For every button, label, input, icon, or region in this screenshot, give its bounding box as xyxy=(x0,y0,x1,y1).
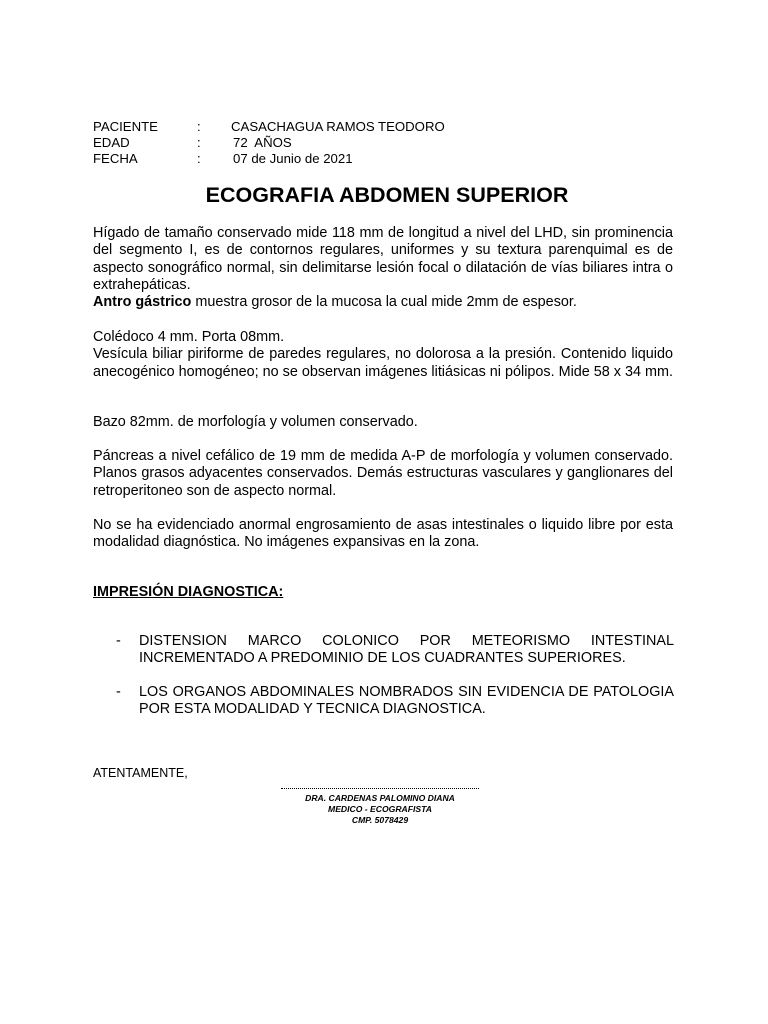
age-label: EDAD xyxy=(93,135,130,150)
signature-name: DRA. CARDENAS PALOMINO DIANA xyxy=(305,793,455,803)
report-title: ECOGRAFIA ABDOMEN SUPERIOR xyxy=(205,183,569,207)
signature-role: MEDICO - ECOGRAFISTA xyxy=(328,804,432,814)
age-value: 72 AÑOS xyxy=(233,135,292,150)
date-label: FECHA xyxy=(93,151,138,166)
impression-text: DISTENSION MARCO COLONICO POR METEORISMO INTESTINAL INCREMENTADO A PREDOMINIO DE LOS CUADRANTES SUPERIORES. xyxy=(139,633,674,667)
finding-antrum xyxy=(93,294,673,311)
impression-heading: IMPRESIÓN DIAGNOSTICA: xyxy=(93,584,284,600)
signature-block xyxy=(270,782,490,826)
patient-colon: : xyxy=(197,119,201,134)
finding-choledochus: Colédoco 4 mm. Porta 08mm. xyxy=(93,329,285,345)
age-colon: : xyxy=(197,135,201,150)
finding-gallbladder: Vesícula biliar piriforme de paredes regulares, no dolorosa a la presión. Contenido liquido anecogénico homogéneo; no se observan imágenes litiásicas ni pólipos. Mide 58 x 34 mm. xyxy=(93,346,673,380)
date-value: 07 de Junio de 2021 xyxy=(233,151,353,166)
impression-item xyxy=(93,633,674,668)
bullet-dash: - xyxy=(116,683,121,700)
patient-header xyxy=(93,119,445,167)
finding-bile-paragraph xyxy=(93,329,673,381)
finding-liver-paragraph xyxy=(93,225,673,311)
bullet-dash: - xyxy=(116,633,121,649)
signature-line xyxy=(281,782,479,789)
impression-item xyxy=(93,684,674,719)
impression-list xyxy=(93,633,674,734)
finding-pancreas: Páncreas a nivel cefálico de 19 mm de medida A-P de morfología y volumen conservado. Planos grasos adyacentes conservados. Demás estructuras vasculares y ganglionares del retroperitoneo son de aspecto normal. xyxy=(93,448,673,499)
impression-text: LOS ORGANOS ABDOMINALES NOMBRADOS SIN EVIDENCIA DE PATOLOGIA POR ESTA MODALIDAD Y TECNICA DIAGNOSTICA. xyxy=(139,683,674,717)
date-colon: : xyxy=(197,151,201,166)
finding-spleen: Bazo 82mm. de morfología y volumen conservado. xyxy=(93,414,418,430)
finding-liver: Hígado de tamaño conservado mide 118 mm de longitud a nivel del LHD, sin prominencia del segmento I, es de contornos regulares, uniformes y su textura parenquimal es de aspecto sonográfico normal, sin delimitarse lesión focal o dilatación de vías biliares intra o extrahepáticas. xyxy=(93,225,673,293)
closing-text: ATENTAMENTE, xyxy=(93,766,188,780)
date-row xyxy=(93,151,445,167)
patient-value: CASACHAGUA RAMOS TEODORO xyxy=(231,119,445,134)
finding-antrum-label: Antro gástrico xyxy=(93,294,192,311)
age-row xyxy=(93,135,445,151)
patient-row xyxy=(93,119,445,135)
finding-antrum-text: muestra grosor de la mucosa la cual mide 2mm de espesor. xyxy=(191,294,577,311)
finding-intestinal: No se ha evidenciado anormal engrosamiento de asas intestinales o liquido libre por esta modalidad diagnóstica. No imágenes expansivas en la zona. xyxy=(93,517,673,551)
patient-label: PACIENTE xyxy=(93,119,158,134)
signature-cmp: CMP. 5078429 xyxy=(351,815,409,825)
